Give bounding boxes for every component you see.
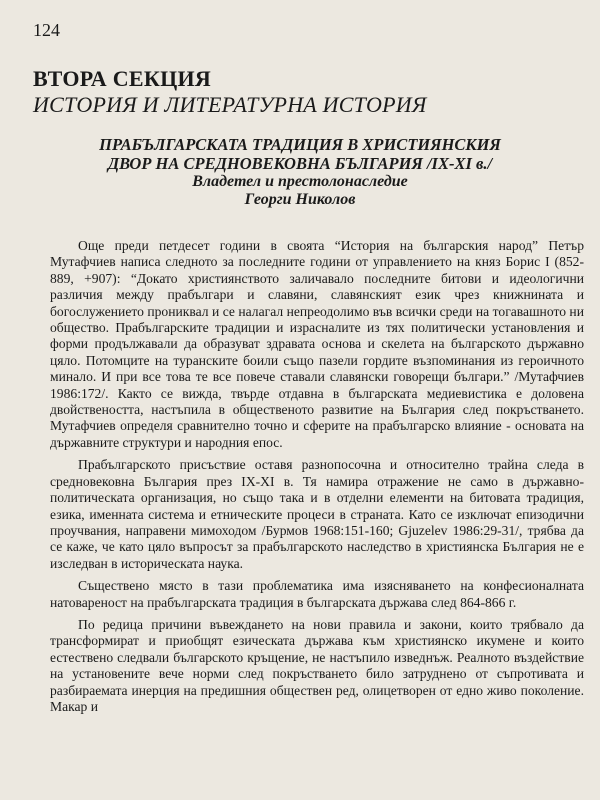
paragraph: Още преди петдесет години в своята “История на българския народ” Петър Мутафчиев написа следното за последните години от управлението на княз Борис I (852-889, +907): “Докато християнството заличавало последните битови и идеологични различия между прабългари и славяни, славянският език чрез книжнината и богослужението прониквал и се налагал непреодолимо във всички среди на тогавашното ни общество. Прабългарските традиции и израсналите из тях политически установления и форми продължавали да образуват здравата основа и скелета на българското държавно цяло. Потомците на туранските боили също пазели гордите възпоминания из героичното минало. И при все това те все повече ставали славянски говорещи българи.” /Мутафчиев 1986:172/. Както се вижда, твърде отдавна в българската медиевистика е доловена двойствеността, настъпила в общественото развитие на България след покръстването. Мутафчиев определя сравнително точно и сферите на прабългарско влияние - основата на държавните структури и народния епос. <box>50 238 584 450</box>
section-heading <box>33 66 573 118</box>
article-author: Георги Николов <box>244 191 356 208</box>
article-title-line-2: ДВОР НА СРЕДНОВЕКОВНА БЪЛГАРИЯ /IX-XI в./ <box>107 154 493 173</box>
article-title-line-1: ПРАБЪЛГАРСКАТА ТРАДИЦИЯ В ХРИСТИЯНСКИЯ <box>99 135 501 154</box>
article-heading <box>30 135 570 209</box>
article-subtitle: Владетел и престолонаследие <box>192 173 408 190</box>
page-number: 124 <box>33 20 60 40</box>
section-subtitle: ИСТОРИЯ И ЛИТЕРАТУРНА ИСТОРИЯ <box>33 92 427 117</box>
paragraph: Прабългарското присъствие оставя разнопосочна и относително трайна следа в средновековна България през IX-XI в. Тя намира отражение не само в държавно-политическата организация, но също така и в отделни елементи на битовата традиция, езика, именната система и етническите процеси в страната. Като се изключат епизодични проучвания, направени мимоходом /Бурмов 1968:151-160; Gjuzelev 1986:29-31/, трябва да се каже, че като цяло въпросът за прабългарското наследство в християнска България не е изследван в историческата наука. <box>50 457 584 571</box>
paragraph: Съществено място в тази проблематика има изясняването на конфесионалната натовареност на прабългарската традиция в българската държава след 864-866 г. <box>50 578 584 610</box>
article-body <box>50 238 584 721</box>
paragraph: По редица причини въвеждането на нови правила и закони, които трябвало да трансформират и приобщят езическата държава към християнско икумене и които естествено следвали българското кръщение, не настъпило изведнъж. Реалното въздействие на установените вече норми след покръстването било затруднено от съпротивата и разбираемата инерция на предишния обществен ред, олицетворен от едно живо поколение. Макар и <box>50 616 584 714</box>
section-title: ВТОРА СЕКЦИЯ <box>33 66 212 91</box>
